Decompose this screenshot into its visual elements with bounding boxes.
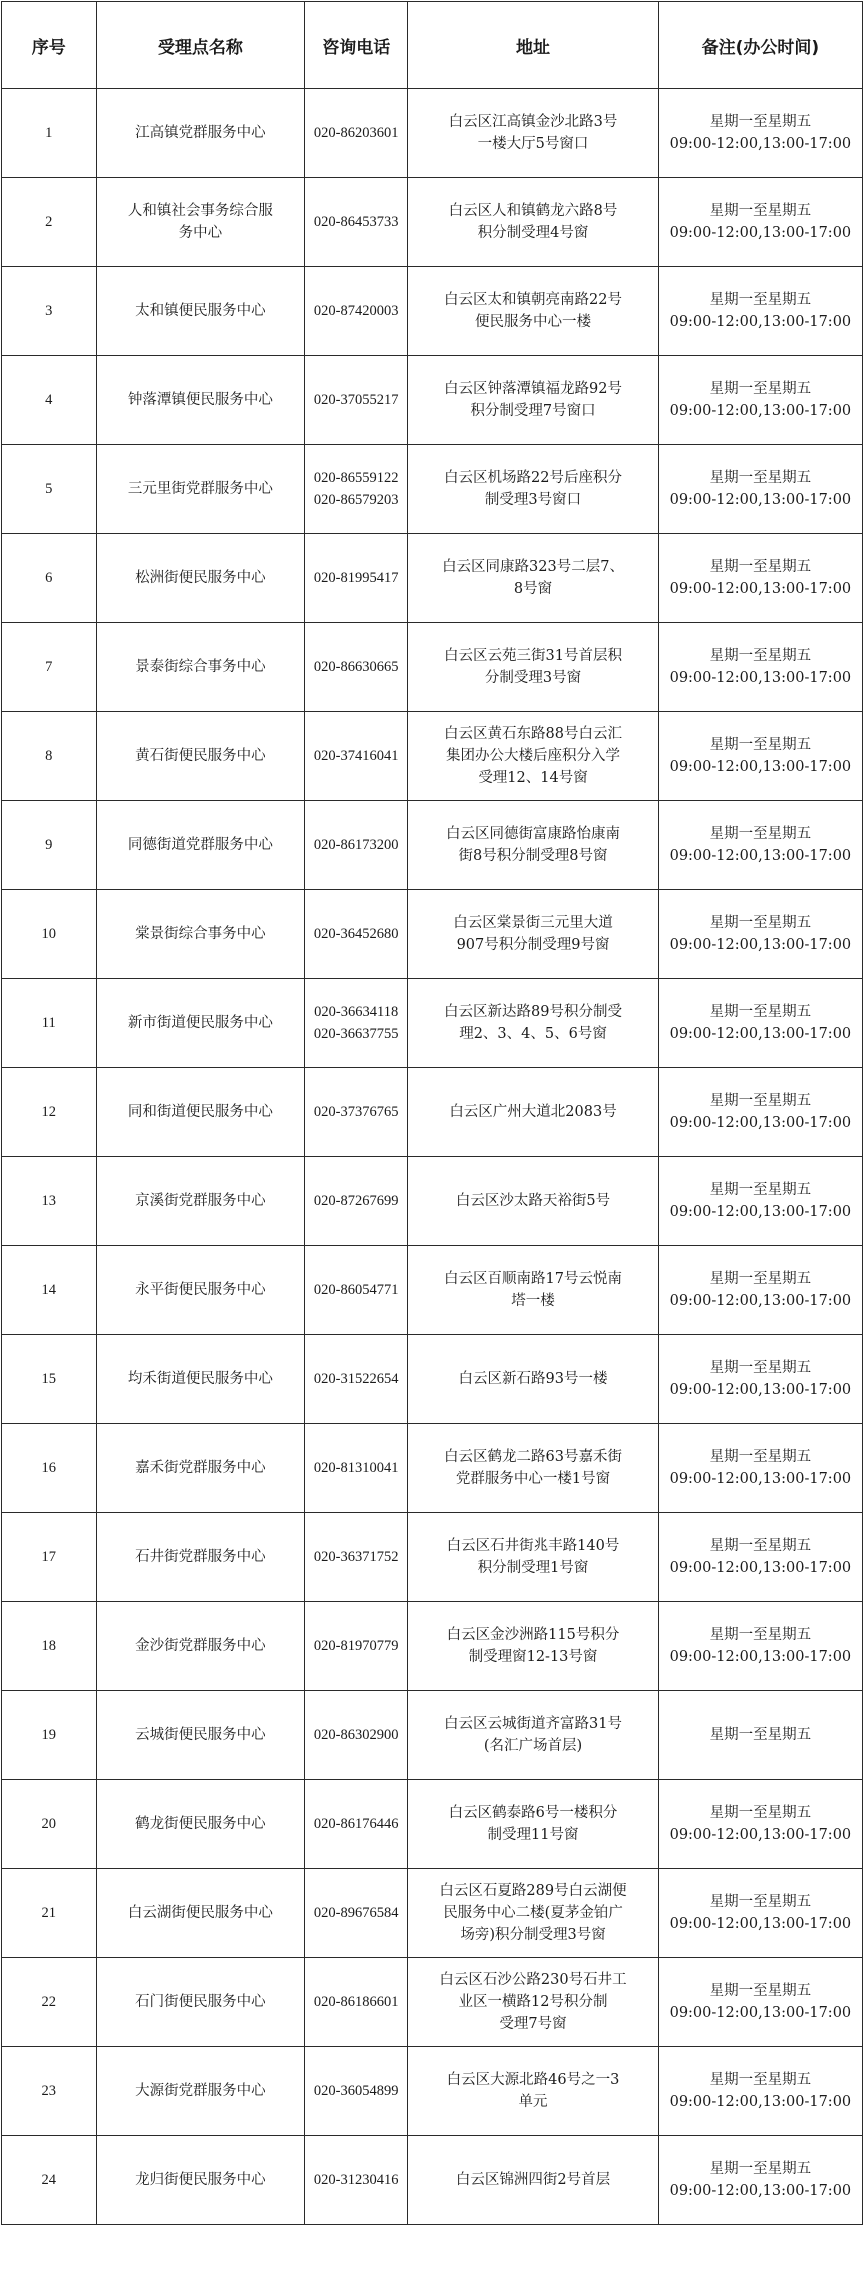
center-name: 金沙街党群服务中心 <box>96 1602 305 1691</box>
table-header-row <box>2 2 863 89</box>
phone-number: 020-81310041 <box>305 1424 408 1513</box>
office-hours: 星期一至星期五 09:00-12:00,13:00-17:00 <box>658 712 862 801</box>
phone-number: 020-86302900 <box>305 1691 408 1780</box>
address: 白云区石沙公路230号石井工 业区一横路12号积分制 受理7号窗 <box>408 1958 658 2047</box>
office-hours: 星期一至星期五 09:00-12:00,13:00-17:00 <box>658 2136 862 2225</box>
row-index: 23 <box>2 2047 97 2136</box>
center-name: 黄石街便民服务中心 <box>96 712 305 801</box>
center-name: 石井街党群服务中心 <box>96 1513 305 1602</box>
row-index: 5 <box>2 445 97 534</box>
address: 白云区同德街富康路怡康南 街8号积分制受理8号窗 <box>408 801 658 890</box>
phone-number: 020-86186601 <box>305 1958 408 2047</box>
phone-number: 020-86203601 <box>305 89 408 178</box>
table-row <box>2 712 863 801</box>
phone-number: 020-81970779 <box>305 1602 408 1691</box>
office-hours: 星期一至星期五 09:00-12:00,13:00-17:00 <box>658 623 862 712</box>
center-name: 嘉禾街党群服务中心 <box>96 1424 305 1513</box>
office-hours: 星期一至星期五 09:00-12:00,13:00-17:00 <box>658 2047 862 2136</box>
table-row <box>2 979 863 1068</box>
row-index: 16 <box>2 1424 97 1513</box>
table-row <box>2 89 863 178</box>
center-name: 永平街便民服务中心 <box>96 1246 305 1335</box>
center-name: 云城街便民服务中心 <box>96 1691 305 1780</box>
table-row <box>2 1602 863 1691</box>
table-row <box>2 356 863 445</box>
phone-number: 020-86630665 <box>305 623 408 712</box>
address: 白云区新达路89号积分制受 理2、3、4、5、6号窗 <box>408 979 658 1068</box>
office-hours: 星期一至星期五 09:00-12:00,13:00-17:00 <box>658 1602 862 1691</box>
row-index: 22 <box>2 1958 97 2047</box>
phone-number: 020-89676584 <box>305 1869 408 1958</box>
office-hours: 星期一至星期五 09:00-12:00,13:00-17:00 <box>658 1424 862 1513</box>
office-hours: 星期一至星期五 09:00-12:00,13:00-17:00 <box>658 1958 862 2047</box>
table-row <box>2 1335 863 1424</box>
address: 白云区石井街兆丰路140号 积分制受理1号窗 <box>408 1513 658 1602</box>
row-index: 10 <box>2 890 97 979</box>
header-address: 地址 <box>408 2 658 89</box>
header-phone: 咨询电话 <box>305 2 408 89</box>
table-row <box>2 1246 863 1335</box>
address: 白云区太和镇朝亮南路22号 便民服务中心一楼 <box>408 267 658 356</box>
row-index: 11 <box>2 979 97 1068</box>
table-row <box>2 1424 863 1513</box>
row-index: 15 <box>2 1335 97 1424</box>
phone-number: 020-87420003 <box>305 267 408 356</box>
address: 白云区广州大道北2083号 <box>408 1068 658 1157</box>
center-name: 同德街道党群服务中心 <box>96 801 305 890</box>
office-hours: 星期一至星期五 09:00-12:00,13:00-17:00 <box>658 534 862 623</box>
center-name: 江高镇党群服务中心 <box>96 89 305 178</box>
table-row <box>2 801 863 890</box>
phone-number: 020-36452680 <box>305 890 408 979</box>
center-name: 鹤龙街便民服务中心 <box>96 1780 305 1869</box>
office-hours: 星期一至星期五 09:00-12:00,13:00-17:00 <box>658 890 862 979</box>
office-hours: 星期一至星期五 09:00-12:00,13:00-17:00 <box>658 1157 862 1246</box>
phone-number: 020-37376765 <box>305 1068 408 1157</box>
office-hours: 星期一至星期五 09:00-12:00,13:00-17:00 <box>658 178 862 267</box>
address: 白云区机场路22号后座积分 制受理3号窗口 <box>408 445 658 534</box>
row-index: 21 <box>2 1869 97 1958</box>
phone-number: 020-31230416 <box>305 2136 408 2225</box>
row-index: 19 <box>2 1691 97 1780</box>
center-name: 同和街道便民服务中心 <box>96 1068 305 1157</box>
row-index: 24 <box>2 2136 97 2225</box>
office-hours: 星期一至星期五 <box>658 1691 862 1780</box>
office-hours: 星期一至星期五 09:00-12:00,13:00-17:00 <box>658 1869 862 1958</box>
center-name: 大源街党群服务中心 <box>96 2047 305 2136</box>
office-hours: 星期一至星期五 09:00-12:00,13:00-17:00 <box>658 267 862 356</box>
phone-number: 020-86173200 <box>305 801 408 890</box>
table-row <box>2 890 863 979</box>
row-index: 12 <box>2 1068 97 1157</box>
table-row <box>2 1513 863 1602</box>
office-hours: 星期一至星期五 09:00-12:00,13:00-17:00 <box>658 1246 862 1335</box>
address: 白云区锦洲四街2号首层 <box>408 2136 658 2225</box>
center-name: 白云湖街便民服务中心 <box>96 1869 305 1958</box>
office-hours: 星期一至星期五 09:00-12:00,13:00-17:00 <box>658 1513 862 1602</box>
row-index: 13 <box>2 1157 97 1246</box>
center-name: 钟落潭镇便民服务中心 <box>96 356 305 445</box>
address: 白云区云城街道齐富路31号 (名汇广场首层) <box>408 1691 658 1780</box>
office-hours: 星期一至星期五 09:00-12:00,13:00-17:00 <box>658 979 862 1068</box>
address: 白云区云苑三街31号首层积 分制受理3号窗 <box>408 623 658 712</box>
address: 白云区百顺南路17号云悦南 塔一楼 <box>408 1246 658 1335</box>
phone-number: 020-37055217 <box>305 356 408 445</box>
center-name: 太和镇便民服务中心 <box>96 267 305 356</box>
address: 白云区石夏路289号白云湖便 民服务中心二楼(夏茅金铂广 场旁)积分制受理3号窗 <box>408 1869 658 1958</box>
phone-number: 020-86054771 <box>305 1246 408 1335</box>
office-hours: 星期一至星期五 09:00-12:00,13:00-17:00 <box>658 1068 862 1157</box>
row-index: 3 <box>2 267 97 356</box>
table-row <box>2 534 863 623</box>
phone-number: 020-81995417 <box>305 534 408 623</box>
address: 白云区钟落潭镇福龙路92号 积分制受理7号窗口 <box>408 356 658 445</box>
address: 白云区黄石东路88号白云汇 集团办公大楼后座积分入学 受理12、14号窗 <box>408 712 658 801</box>
address: 白云区大源北路46号之一3 单元 <box>408 2047 658 2136</box>
table-body <box>2 89 863 2225</box>
center-name: 三元里街党群服务中心 <box>96 445 305 534</box>
phone-number: 020-37416041 <box>305 712 408 801</box>
address: 白云区同康路323号二层7、 8号窗 <box>408 534 658 623</box>
row-index: 14 <box>2 1246 97 1335</box>
table-row <box>2 1068 863 1157</box>
center-name: 京溪街党群服务中心 <box>96 1157 305 1246</box>
header-center-name: 受理点名称 <box>96 2 305 89</box>
row-index: 1 <box>2 89 97 178</box>
header-office-hours: 备注(办公时间) <box>658 2 862 89</box>
row-index: 9 <box>2 801 97 890</box>
center-name: 棠景街综合事务中心 <box>96 890 305 979</box>
header-index: 序号 <box>2 2 97 89</box>
row-index: 4 <box>2 356 97 445</box>
phone-number: 020-36371752 <box>305 1513 408 1602</box>
service-center-table <box>1 1 863 2225</box>
center-name: 景泰街综合事务中心 <box>96 623 305 712</box>
address: 白云区鹤泰路6号一楼积分 制受理11号窗 <box>408 1780 658 1869</box>
table-row <box>2 445 863 534</box>
table-row <box>2 1157 863 1246</box>
table-row <box>2 2136 863 2225</box>
phone-number: 020-86559122 020-86579203 <box>305 445 408 534</box>
phone-number: 020-36054899 <box>305 2047 408 2136</box>
center-name: 新市街道便民服务中心 <box>96 979 305 1068</box>
row-index: 2 <box>2 178 97 267</box>
table-row <box>2 1869 863 1958</box>
center-name: 石门街便民服务中心 <box>96 1958 305 2047</box>
office-hours: 星期一至星期五 09:00-12:00,13:00-17:00 <box>658 356 862 445</box>
address: 白云区棠景街三元里大道 907号积分制受理9号窗 <box>408 890 658 979</box>
table-row <box>2 623 863 712</box>
row-index: 20 <box>2 1780 97 1869</box>
center-name: 松洲街便民服务中心 <box>96 534 305 623</box>
phone-number: 020-86176446 <box>305 1780 408 1869</box>
address: 白云区新石路93号一楼 <box>408 1335 658 1424</box>
table-row <box>2 2047 863 2136</box>
table-row <box>2 1691 863 1780</box>
address: 白云区鹤龙二路63号嘉禾街 党群服务中心一楼1号窗 <box>408 1424 658 1513</box>
phone-number: 020-31522654 <box>305 1335 408 1424</box>
phone-number: 020-36634118 020-36637755 <box>305 979 408 1068</box>
center-name: 人和镇社会事务综合服 务中心 <box>96 178 305 267</box>
center-name: 均禾街道便民服务中心 <box>96 1335 305 1424</box>
address: 白云区人和镇鹤龙六路8号 积分制受理4号窗 <box>408 178 658 267</box>
table-row <box>2 1780 863 1869</box>
office-hours: 星期一至星期五 09:00-12:00,13:00-17:00 <box>658 801 862 890</box>
row-index: 17 <box>2 1513 97 1602</box>
phone-number: 020-87267699 <box>305 1157 408 1246</box>
table-row <box>2 178 863 267</box>
row-index: 7 <box>2 623 97 712</box>
office-hours: 星期一至星期五 09:00-12:00,13:00-17:00 <box>658 1335 862 1424</box>
table-row <box>2 267 863 356</box>
row-index: 18 <box>2 1602 97 1691</box>
phone-number: 020-86453733 <box>305 178 408 267</box>
table-row <box>2 1958 863 2047</box>
row-index: 8 <box>2 712 97 801</box>
office-hours: 星期一至星期五 09:00-12:00,13:00-17:00 <box>658 1780 862 1869</box>
row-index: 6 <box>2 534 97 623</box>
center-name: 龙归街便民服务中心 <box>96 2136 305 2225</box>
address: 白云区金沙洲路115号积分 制受理窗12-13号窗 <box>408 1602 658 1691</box>
address: 白云区沙太路天裕街5号 <box>408 1157 658 1246</box>
address: 白云区江高镇金沙北路3号 一楼大厅5号窗口 <box>408 89 658 178</box>
office-hours: 星期一至星期五 09:00-12:00,13:00-17:00 <box>658 445 862 534</box>
office-hours: 星期一至星期五 09:00-12:00,13:00-17:00 <box>658 89 862 178</box>
